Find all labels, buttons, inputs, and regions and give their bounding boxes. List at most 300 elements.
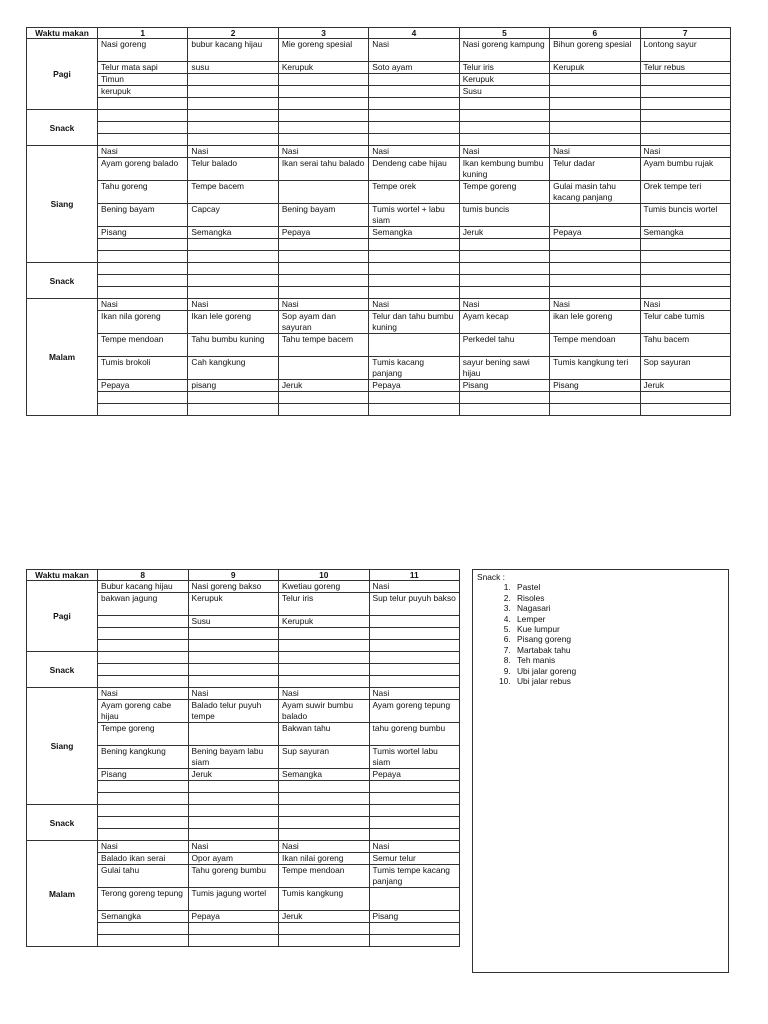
menu-cell bbox=[459, 404, 549, 416]
meal-label-snack: Snack bbox=[27, 263, 98, 299]
table-header bbox=[27, 570, 460, 581]
menu-cell bbox=[188, 652, 279, 664]
header-day-7: 7 bbox=[640, 28, 730, 39]
menu-cell: Gulai masin tahu kacang panjang bbox=[550, 181, 640, 204]
menu-cell bbox=[640, 239, 730, 251]
menu-cell bbox=[369, 793, 460, 805]
table-row bbox=[27, 204, 731, 227]
meal-label-snack: Snack bbox=[27, 805, 98, 841]
menu-cell bbox=[279, 640, 370, 652]
menu-cell bbox=[98, 287, 188, 299]
menu-cell: Ayam goreng balado bbox=[98, 158, 188, 181]
table-row bbox=[27, 122, 731, 134]
menu-cell bbox=[550, 74, 640, 86]
menu-cell: Susu bbox=[459, 86, 549, 98]
menu-cell bbox=[279, 935, 370, 947]
header-meal-time: Waktu makan bbox=[27, 570, 98, 581]
menu-cell bbox=[640, 404, 730, 416]
menu-cell: Bening bayam labu siam bbox=[188, 746, 279, 769]
menu-cell bbox=[188, 805, 279, 817]
menu-cell bbox=[369, 134, 459, 146]
menu-cell bbox=[550, 204, 640, 227]
menu-cell bbox=[369, 392, 459, 404]
menu-cell: Sup sayuran bbox=[279, 746, 370, 769]
menu-cell: Ikan kembung bumbu kuning bbox=[459, 158, 549, 181]
menu-cell: Telur balado bbox=[188, 158, 278, 181]
menu-cell bbox=[278, 110, 368, 122]
menu-cell bbox=[278, 287, 368, 299]
menu-cell: Kerupuk bbox=[279, 616, 370, 628]
menu-cell: Tahu goreng bbox=[98, 181, 188, 204]
menu-cell bbox=[550, 251, 640, 263]
menu-cell: sayur bening sawi hijau bbox=[459, 357, 549, 380]
menu-cell: Mie goreng spesial bbox=[278, 39, 368, 62]
menu-cell bbox=[188, 263, 278, 275]
menu-cell bbox=[459, 122, 549, 134]
menu-cell bbox=[459, 98, 549, 110]
menu-cell bbox=[279, 829, 370, 841]
menu-cell bbox=[369, 923, 460, 935]
menu-cell bbox=[188, 628, 279, 640]
menu-cell bbox=[98, 616, 189, 628]
menu-cell bbox=[278, 263, 368, 275]
menu-cell bbox=[459, 287, 549, 299]
menu-cell bbox=[278, 74, 368, 86]
menu-cell: Sop sayuran bbox=[640, 357, 730, 380]
snack-list-item: 10. Ubi jalar rebus bbox=[513, 676, 724, 686]
menu-cell bbox=[640, 74, 730, 86]
header-day-8: 8 bbox=[98, 570, 189, 581]
menu-cell bbox=[369, 86, 459, 98]
table-row bbox=[27, 275, 731, 287]
menu-cell bbox=[369, 781, 460, 793]
table-row bbox=[27, 688, 460, 700]
table-body bbox=[27, 39, 731, 416]
table-row bbox=[27, 146, 731, 158]
menu-cell: Nasi bbox=[98, 841, 189, 853]
menu-cell: Pisang bbox=[369, 911, 460, 923]
snack-list-box bbox=[472, 569, 729, 973]
menu-cell bbox=[459, 110, 549, 122]
menu-cell bbox=[550, 287, 640, 299]
table-row bbox=[27, 86, 731, 98]
menu-cell bbox=[188, 829, 279, 841]
menu-cell: Tahu bacem bbox=[640, 334, 730, 357]
menu-cell: Ayam suwir bumbu balado bbox=[279, 700, 370, 723]
menu-cell: Tahu tempe bacem bbox=[278, 334, 368, 357]
menu-cell: Tumis tempe kacang panjang bbox=[369, 865, 460, 888]
menu-cell: Timun bbox=[98, 74, 188, 86]
header-day-5: 5 bbox=[459, 28, 549, 39]
menu-cell: Nasi bbox=[640, 146, 730, 158]
menu-cell bbox=[369, 334, 459, 357]
menu-cell bbox=[369, 239, 459, 251]
table-row bbox=[27, 39, 731, 62]
menu-cell: Nasi bbox=[369, 39, 459, 62]
menu-cell bbox=[369, 263, 459, 275]
menu-cell bbox=[188, 122, 278, 134]
menu-cell bbox=[98, 251, 188, 263]
menu-cell bbox=[640, 122, 730, 134]
menu-cell bbox=[188, 74, 278, 86]
menu-cell: Nasi bbox=[188, 688, 279, 700]
menu-cell: Nasi bbox=[98, 688, 189, 700]
menu-cell bbox=[369, 640, 460, 652]
meal-label-pagi: Pagi bbox=[27, 39, 98, 110]
menu-cell: Ikan serai tahu balado bbox=[278, 158, 368, 181]
menu-cell: Nasi bbox=[278, 146, 368, 158]
menu-cell bbox=[98, 239, 188, 251]
table-row bbox=[27, 287, 731, 299]
menu-cell: Nasi bbox=[279, 841, 370, 853]
menu-cell bbox=[98, 923, 189, 935]
menu-cell bbox=[278, 239, 368, 251]
menu-cell: Nasi bbox=[550, 146, 640, 158]
snack-list-title: Snack : bbox=[477, 572, 505, 582]
header-row bbox=[27, 28, 731, 39]
meal-label-malam: Malam bbox=[27, 299, 98, 416]
menu-cell: Nasi goreng bbox=[98, 39, 188, 62]
menu-cell bbox=[279, 664, 370, 676]
menu-cell: Bakwan tahu bbox=[279, 723, 370, 746]
menu-cell bbox=[278, 404, 368, 416]
menu-cell bbox=[188, 817, 279, 829]
menu-cell bbox=[369, 805, 460, 817]
menu-cell bbox=[279, 781, 370, 793]
menu-cell: Semangka bbox=[279, 769, 370, 781]
menu-cell: Tumis kacang panjang bbox=[369, 357, 459, 380]
menu-cell: kerupuk bbox=[98, 86, 188, 98]
menu-cell bbox=[640, 263, 730, 275]
menu-cell bbox=[369, 935, 460, 947]
menu-cell bbox=[459, 239, 549, 251]
menu-cell bbox=[369, 616, 460, 628]
menu-cell: Kerupuk bbox=[550, 62, 640, 74]
menu-cell bbox=[369, 110, 459, 122]
menu-cell: Tumis kangkung bbox=[279, 888, 370, 911]
header-day-11: 11 bbox=[369, 570, 460, 581]
menu-cell bbox=[278, 181, 368, 204]
menu-cell: Nasi bbox=[369, 581, 460, 593]
menu-cell bbox=[278, 275, 368, 287]
menu-cell bbox=[369, 122, 459, 134]
menu-cell: Nasi bbox=[369, 299, 459, 311]
menu-cell: Bening bayam bbox=[278, 204, 368, 227]
menu-cell bbox=[369, 888, 460, 911]
menu-cell: Jeruk bbox=[459, 227, 549, 239]
menu-cell: Balado ikan serai bbox=[98, 853, 189, 865]
header-day-6: 6 bbox=[550, 28, 640, 39]
menu-cell: Ikan nila goreng bbox=[98, 311, 188, 334]
menu-cell: Nasi bbox=[98, 299, 188, 311]
menu-cell: Nasi bbox=[188, 146, 278, 158]
menu-cell bbox=[369, 817, 460, 829]
menu-cell bbox=[279, 676, 370, 688]
menu-cell bbox=[640, 110, 730, 122]
menu-cell bbox=[550, 263, 640, 275]
menu-cell: tahu goreng bumbu bbox=[369, 723, 460, 746]
menu-cell bbox=[369, 652, 460, 664]
menu-cell: Nasi bbox=[279, 688, 370, 700]
meal-label-pagi: Pagi bbox=[27, 581, 98, 652]
menu-cell bbox=[98, 829, 189, 841]
menu-cell bbox=[188, 98, 278, 110]
menu-cell bbox=[550, 275, 640, 287]
menu-cell bbox=[188, 676, 279, 688]
menu-cell bbox=[640, 275, 730, 287]
menu-cell: Ayam goreng cabe hijau bbox=[98, 700, 189, 723]
menu-cell: Ayam goreng tepung bbox=[369, 700, 460, 723]
menu-cell: Pepaya bbox=[550, 227, 640, 239]
menu-cell bbox=[278, 98, 368, 110]
menu-cell bbox=[279, 628, 370, 640]
menu-cell: Kwetiau goreng bbox=[279, 581, 370, 593]
menu-cell: Tumis jagung wortel bbox=[188, 888, 279, 911]
menu-cell bbox=[98, 781, 189, 793]
menu-cell: Nasi bbox=[550, 299, 640, 311]
meal-label-siang: Siang bbox=[27, 146, 98, 263]
menu-cell: Nasi bbox=[188, 841, 279, 853]
snack-list bbox=[477, 582, 724, 686]
menu-cell: Perkedel tahu bbox=[459, 334, 549, 357]
menu-cell bbox=[278, 251, 368, 263]
menu-cell bbox=[188, 664, 279, 676]
menu-cell bbox=[369, 275, 459, 287]
menu-cell bbox=[459, 134, 549, 146]
table-row bbox=[27, 652, 460, 664]
menu-cell: Gulai tahu bbox=[98, 865, 189, 888]
menu-cell: Nasi goreng bakso bbox=[188, 581, 279, 593]
menu-cell bbox=[459, 263, 549, 275]
menu-cell: Tempe goreng bbox=[98, 723, 189, 746]
menu-cell: Ayam kecap bbox=[459, 311, 549, 334]
menu-cell bbox=[188, 640, 279, 652]
menu-cell bbox=[459, 392, 549, 404]
menu-cell bbox=[640, 86, 730, 98]
menu-cell: Pepaya bbox=[278, 227, 368, 239]
header-meal-time: Waktu makan bbox=[27, 28, 98, 39]
menu-cell: Nasi bbox=[369, 688, 460, 700]
menu-cell bbox=[550, 86, 640, 98]
menu-cell bbox=[98, 676, 189, 688]
menu-cell: Dendeng cabe hijau bbox=[369, 158, 459, 181]
menu-cell bbox=[98, 98, 188, 110]
menu-cell: Nasi bbox=[369, 146, 459, 158]
table-row bbox=[27, 62, 731, 74]
table-row bbox=[27, 380, 731, 392]
menu-cell bbox=[98, 640, 189, 652]
menu-cell: Pepaya bbox=[188, 911, 279, 923]
menu-cell bbox=[550, 239, 640, 251]
menu-cell: Nasi bbox=[640, 299, 730, 311]
menu-cell bbox=[369, 676, 460, 688]
table-row bbox=[27, 98, 731, 110]
meal-label-malam: Malam bbox=[27, 841, 98, 947]
menu-cell: Tempe bacem bbox=[188, 181, 278, 204]
menu-cell: Tempe mendoan bbox=[98, 334, 188, 357]
header-row bbox=[27, 570, 460, 581]
menu-cell bbox=[188, 86, 278, 98]
menu-cell bbox=[98, 805, 189, 817]
menu-cell: Nasi bbox=[459, 146, 549, 158]
menu-cell bbox=[188, 134, 278, 146]
menu-cell bbox=[98, 935, 189, 947]
menu-cell: Ayam bumbu rujak bbox=[640, 158, 730, 181]
table-row bbox=[27, 392, 731, 404]
menu-cell bbox=[188, 781, 279, 793]
menu-cell: Nasi bbox=[459, 299, 549, 311]
table-row bbox=[27, 239, 731, 251]
menu-cell: Tempe mendoan bbox=[550, 334, 640, 357]
menu-cell bbox=[459, 275, 549, 287]
menu-cell: Bening kangkung bbox=[98, 746, 189, 769]
menu-cell bbox=[640, 134, 730, 146]
menu-cell bbox=[550, 122, 640, 134]
menu-cell bbox=[640, 98, 730, 110]
snack-list-item: 3. Nagasari bbox=[513, 603, 724, 613]
table-row bbox=[27, 805, 460, 817]
menu-cell: Bihun goreng spesial bbox=[550, 39, 640, 62]
menu-cell bbox=[188, 723, 279, 746]
menu-cell: Sup telur puyuh bakso bbox=[369, 593, 460, 616]
header-day-2: 2 bbox=[188, 28, 278, 39]
menu-cell: Tempe mendoan bbox=[279, 865, 370, 888]
menu-cell: Semangka bbox=[188, 227, 278, 239]
header-day-1: 1 bbox=[98, 28, 188, 39]
menu-cell: Tumis brokoli bbox=[98, 357, 188, 380]
menu-cell bbox=[98, 134, 188, 146]
snack-list-item: 1. Pastel bbox=[513, 582, 724, 592]
menu-cell: Nasi bbox=[98, 146, 188, 158]
menu-cell: Soto ayam bbox=[369, 62, 459, 74]
menu-cell bbox=[279, 793, 370, 805]
menu-cell: Nasi bbox=[188, 299, 278, 311]
table-row bbox=[27, 181, 731, 204]
menu-cell bbox=[640, 392, 730, 404]
menu-cell: Kerupuk bbox=[278, 62, 368, 74]
menu-cell: Telur iris bbox=[459, 62, 549, 74]
table-row bbox=[27, 404, 731, 416]
menu-cell bbox=[98, 263, 188, 275]
menu-cell bbox=[98, 122, 188, 134]
menu-cell bbox=[369, 287, 459, 299]
menu-cell bbox=[98, 628, 189, 640]
menu-cell: susu bbox=[188, 62, 278, 74]
header-day-9: 9 bbox=[188, 570, 279, 581]
menu-cell: Susu bbox=[188, 616, 279, 628]
menu-cell: Semangka bbox=[640, 227, 730, 239]
menu-cell: Pisang bbox=[98, 769, 189, 781]
table-row bbox=[27, 134, 731, 146]
meal-label-snack: Snack bbox=[27, 110, 98, 146]
menu-cell bbox=[369, 404, 459, 416]
menu-cell bbox=[459, 251, 549, 263]
menu-cell: Telur mata sapi bbox=[98, 62, 188, 74]
menu-cell: Cah kangkung bbox=[188, 357, 278, 380]
header-day-3: 3 bbox=[278, 28, 368, 39]
menu-cell bbox=[188, 239, 278, 251]
menu-cell: Tumis wortel + labu siam bbox=[369, 204, 459, 227]
menu-cell bbox=[188, 110, 278, 122]
meal-label-snack: Snack bbox=[27, 652, 98, 688]
menu-cell: Balado telur puyuh tempe bbox=[188, 700, 279, 723]
table-row bbox=[27, 841, 460, 853]
menu-table-days-8-11 bbox=[26, 569, 460, 947]
menu-cell bbox=[278, 86, 368, 98]
menu-cell: pisang bbox=[188, 380, 278, 392]
menu-cell: bubur kacang hijau bbox=[188, 39, 278, 62]
snack-list-item: 5. Kue lumpur bbox=[513, 624, 724, 634]
menu-cell bbox=[98, 817, 189, 829]
snack-list-item: 8. Teh manis bbox=[513, 655, 724, 665]
menu-cell bbox=[98, 652, 189, 664]
menu-cell: Jeruk bbox=[640, 380, 730, 392]
menu-cell bbox=[369, 98, 459, 110]
menu-cell: Nasi bbox=[369, 841, 460, 853]
menu-cell: Kerupuk bbox=[459, 74, 549, 86]
menu-cell bbox=[550, 134, 640, 146]
table-row bbox=[27, 334, 731, 357]
menu-cell bbox=[278, 122, 368, 134]
menu-cell bbox=[369, 664, 460, 676]
snack-list-item: 9. Ubi jalar goreng bbox=[513, 666, 724, 676]
menu-cell: Tumis wortel labu siam bbox=[369, 746, 460, 769]
menu-cell bbox=[98, 275, 188, 287]
menu-cell: Semangka bbox=[369, 227, 459, 239]
table-row bbox=[27, 311, 731, 334]
menu-cell: Nasi bbox=[278, 299, 368, 311]
menu-cell: Tahu goreng bumbu bbox=[188, 865, 279, 888]
menu-cell bbox=[98, 664, 189, 676]
menu-cell bbox=[98, 793, 189, 805]
menu-cell bbox=[279, 805, 370, 817]
menu-cell: Jeruk bbox=[279, 911, 370, 923]
menu-cell: Pisang bbox=[98, 227, 188, 239]
menu-cell: Pisang bbox=[459, 380, 549, 392]
menu-cell bbox=[369, 251, 459, 263]
menu-cell: Telur dan tahu bumbu kuning bbox=[369, 311, 459, 334]
table-row bbox=[27, 299, 731, 311]
table-row bbox=[27, 158, 731, 181]
table-body bbox=[27, 581, 460, 947]
table-row bbox=[27, 227, 731, 239]
menu-cell bbox=[369, 74, 459, 86]
menu-cell bbox=[188, 392, 278, 404]
menu-cell: Orek tempe teri bbox=[640, 181, 730, 204]
menu-cell: Bening bayam bbox=[98, 204, 188, 227]
table-row bbox=[27, 357, 731, 380]
menu-cell bbox=[188, 935, 279, 947]
menu-cell: Pepaya bbox=[369, 380, 459, 392]
menu-cell bbox=[640, 287, 730, 299]
menu-cell bbox=[98, 110, 188, 122]
menu-cell bbox=[278, 357, 368, 380]
menu-cell: Opor ayam bbox=[188, 853, 279, 865]
menu-cell bbox=[278, 134, 368, 146]
menu-cell bbox=[98, 392, 188, 404]
menu-cell bbox=[550, 404, 640, 416]
menu-cell bbox=[369, 628, 460, 640]
menu-cell bbox=[278, 392, 368, 404]
snack-list-item: 7. Martabak tahu bbox=[513, 645, 724, 655]
table-row bbox=[27, 74, 731, 86]
menu-cell: Telur cabe tumis bbox=[640, 311, 730, 334]
table-row bbox=[27, 251, 731, 263]
menu-cell: Tahu bumbu kuning bbox=[188, 334, 278, 357]
menu-cell: Lontong sayur bbox=[640, 39, 730, 62]
menu-cell bbox=[279, 923, 370, 935]
menu-cell bbox=[279, 652, 370, 664]
